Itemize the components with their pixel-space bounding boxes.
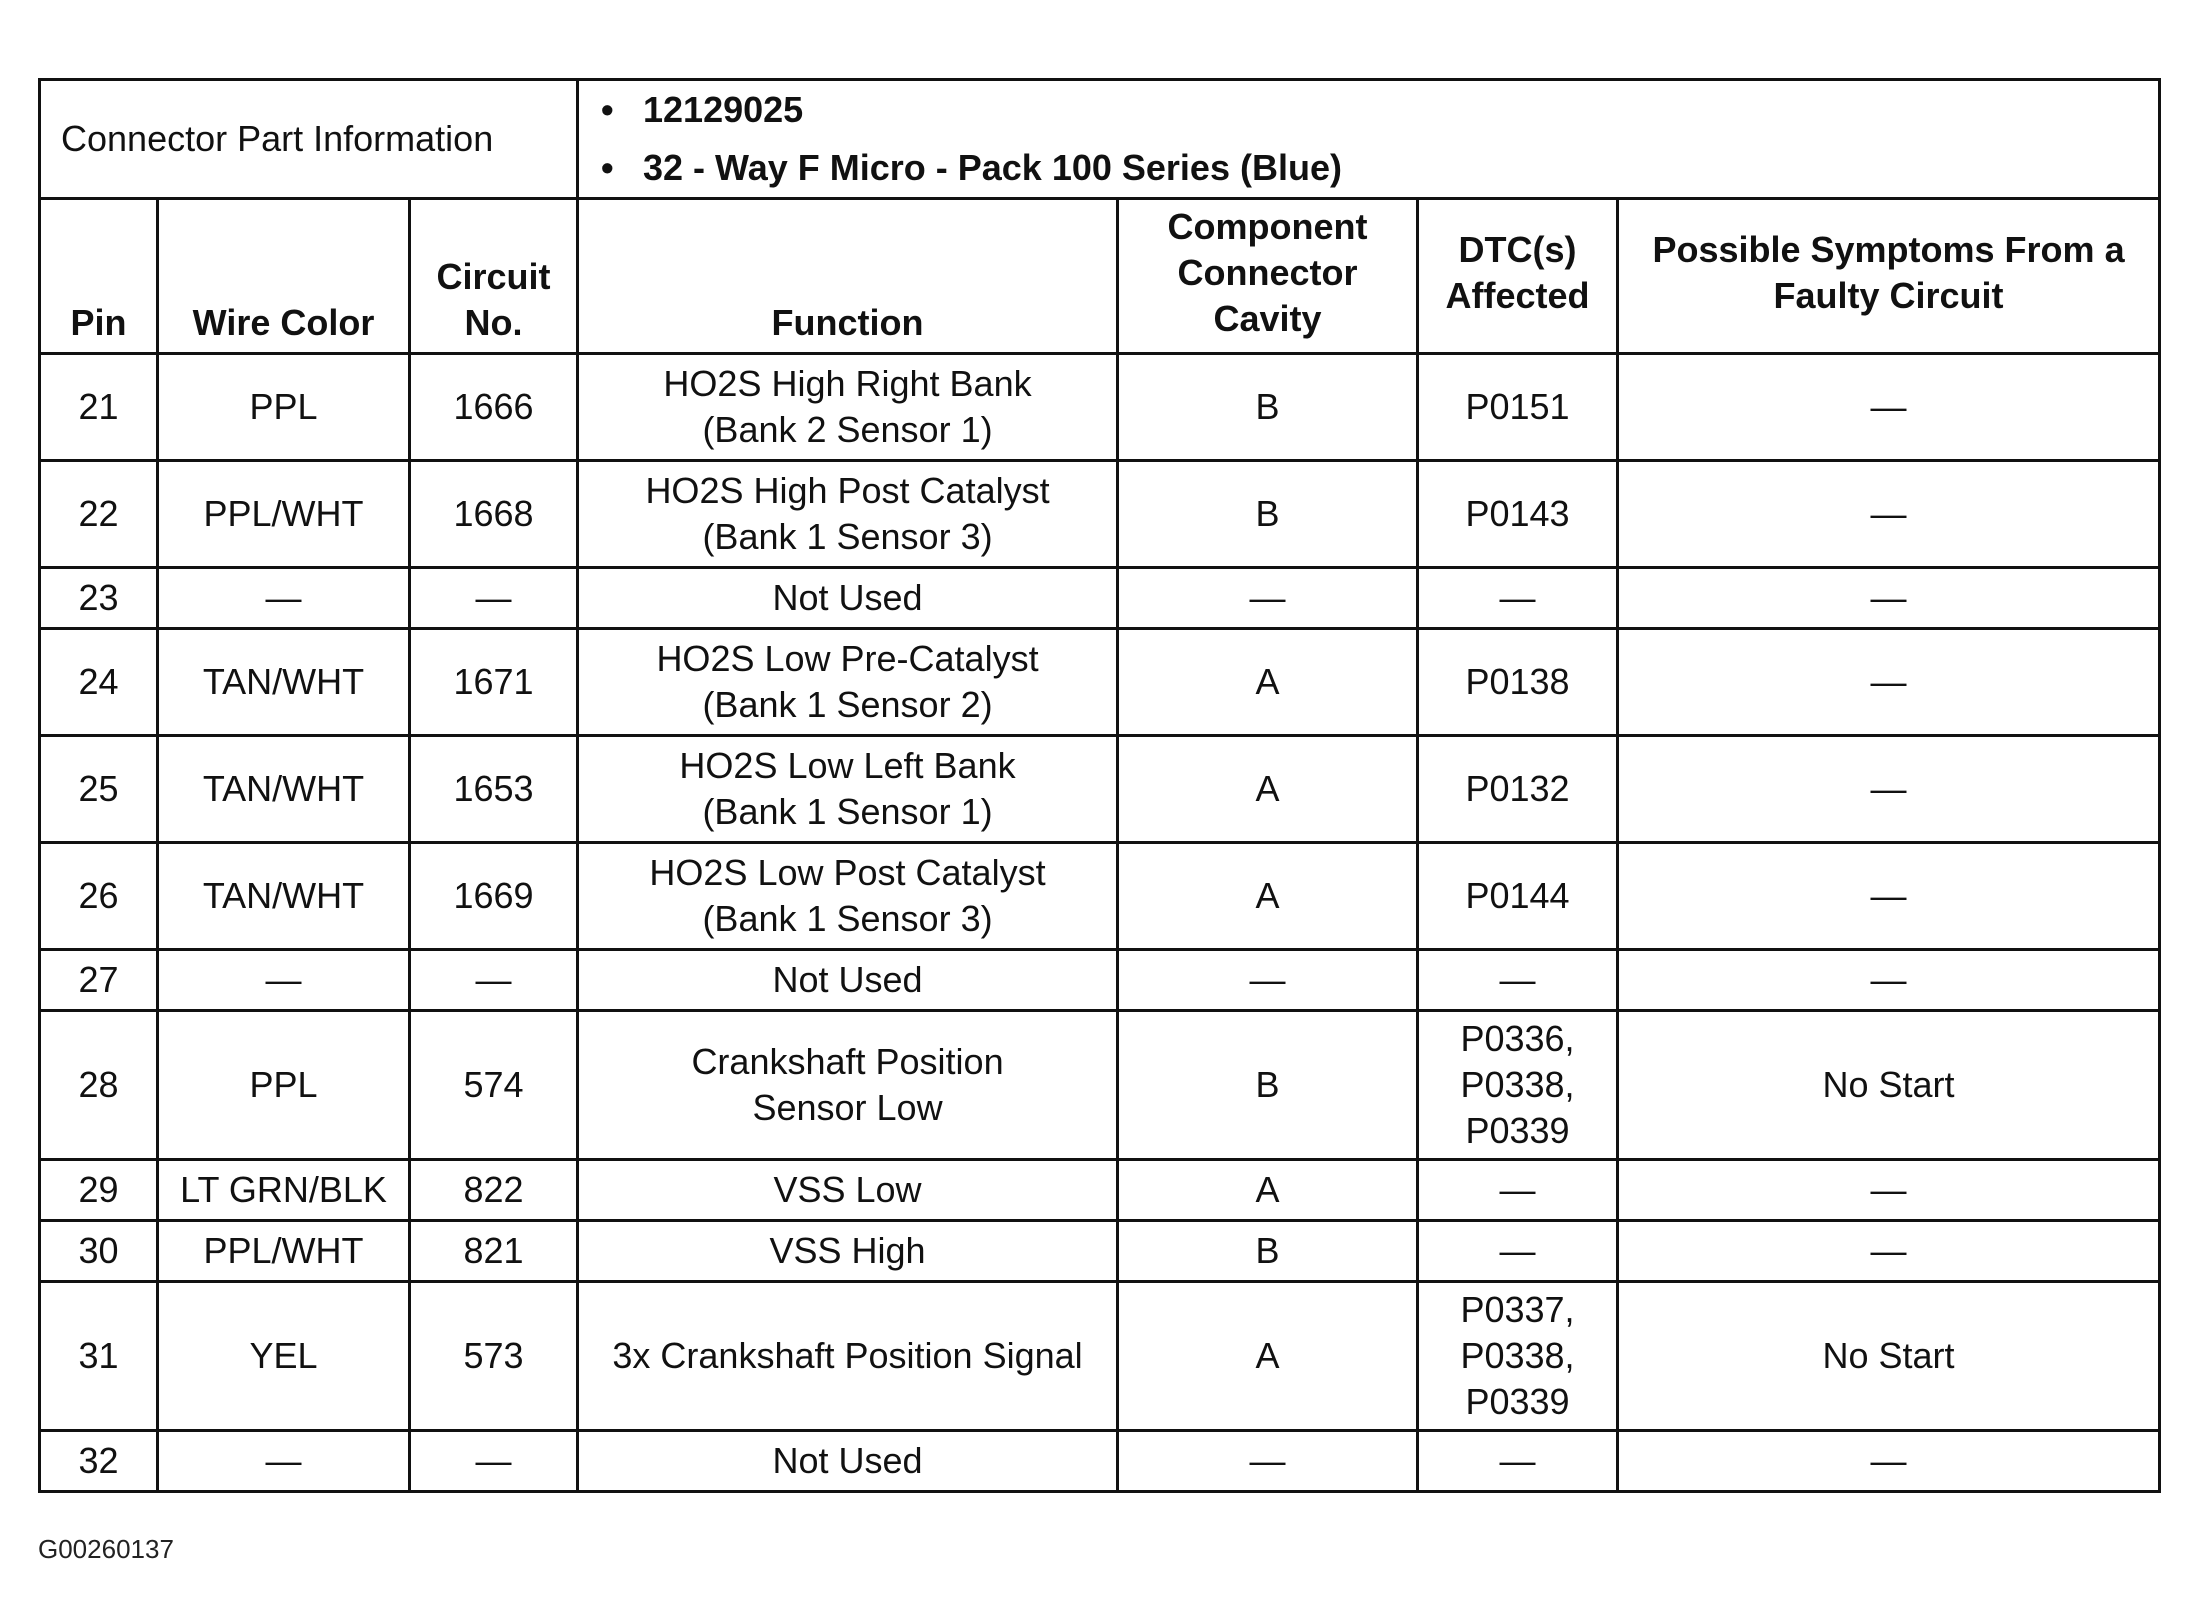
dtc-cell xyxy=(1418,1221,1618,1282)
cavity-cell: — xyxy=(1118,1431,1418,1492)
col-circuit-line2: No. xyxy=(464,302,523,343)
cavity-cell: A xyxy=(1118,629,1418,736)
dtc-cell-line: P0132 xyxy=(1465,768,1570,809)
dtc-cell-line: — xyxy=(1499,1230,1536,1271)
table-row xyxy=(40,568,2160,629)
table-row xyxy=(40,843,2160,950)
symptom-cell: — xyxy=(1618,843,2160,950)
dtc-cell xyxy=(1418,1160,1618,1221)
pin-cell: 32 xyxy=(40,1431,158,1492)
dtc-cell xyxy=(1418,461,1618,568)
pin-cell: 30 xyxy=(40,1221,158,1282)
cavity-cell: B xyxy=(1118,461,1418,568)
cavity-cell: A xyxy=(1118,1282,1418,1431)
wire-color-cell: TAN/WHT xyxy=(158,629,410,736)
table-row xyxy=(40,950,2160,1011)
connector-table-sheet xyxy=(38,78,2158,1493)
dtc-cell-line: — xyxy=(1499,1440,1536,1481)
function-cell xyxy=(578,568,1118,629)
dtc-cell xyxy=(1418,354,1618,461)
col-dtc xyxy=(1418,199,1618,354)
pin-cell: 26 xyxy=(40,843,158,950)
symptom-cell: — xyxy=(1618,629,2160,736)
function-cell xyxy=(578,950,1118,1011)
function-cell-line: HO2S Low Post Catalyst xyxy=(649,852,1046,893)
function-cell xyxy=(578,843,1118,950)
cavity-cell: A xyxy=(1118,736,1418,843)
dtc-cell-line: P0338, xyxy=(1460,1335,1575,1376)
cavity-cell: B xyxy=(1118,1221,1418,1282)
wire-color-cell: — xyxy=(158,950,410,1011)
function-cell-line: (Bank 2 Sensor 1) xyxy=(702,409,993,450)
symptom-cell: — xyxy=(1618,736,2160,843)
table-row xyxy=(40,736,2160,843)
table-row xyxy=(40,629,2160,736)
symptom-cell: — xyxy=(1618,461,2160,568)
function-cell-line: Not Used xyxy=(772,577,923,618)
wire-color-cell: TAN/WHT xyxy=(158,736,410,843)
function-cell-line: (Bank 1 Sensor 1) xyxy=(702,791,993,832)
dtc-cell-line: P0336, xyxy=(1460,1018,1575,1059)
symptom-cell: — xyxy=(1618,950,2160,1011)
dtc-cell xyxy=(1418,629,1618,736)
function-cell-line: Not Used xyxy=(772,1440,923,1481)
col-cavity-line3: Cavity xyxy=(1213,298,1322,339)
function-cell-line: (Bank 1 Sensor 3) xyxy=(702,516,993,557)
function-cell-line: Not Used xyxy=(772,959,923,1000)
symptom-cell: — xyxy=(1618,1160,2160,1221)
cavity-cell: A xyxy=(1118,1160,1418,1221)
col-symptoms xyxy=(1618,199,2160,354)
function-cell xyxy=(578,1011,1118,1160)
symptom-cell: — xyxy=(1618,1431,2160,1492)
col-pin: Pin xyxy=(40,199,158,354)
cavity-cell: B xyxy=(1118,1011,1418,1160)
col-symptoms-line2: Faulty Circuit xyxy=(1773,275,2004,316)
connector-type: • 32 - Way F Micro - Pack 100 Series (Blue) xyxy=(643,139,2152,197)
symptom-cell: — xyxy=(1618,1221,2160,1282)
symptom-cell: No Start xyxy=(1618,1011,2160,1160)
connector-pinout-table xyxy=(38,78,2161,1493)
wire-color-cell: PPL xyxy=(158,1011,410,1160)
cavity-cell: A xyxy=(1118,843,1418,950)
function-cell-line: HO2S Low Pre-Catalyst xyxy=(656,638,1039,679)
pin-cell: 25 xyxy=(40,736,158,843)
wire-color-cell: LT GRN/BLK xyxy=(158,1160,410,1221)
cavity-cell: — xyxy=(1118,568,1418,629)
symptom-cell: — xyxy=(1618,568,2160,629)
function-cell xyxy=(578,354,1118,461)
connector-info-row xyxy=(40,80,2160,199)
function-cell xyxy=(578,1160,1118,1221)
col-cavity-line2: Connector xyxy=(1177,252,1358,293)
cavity-cell: B xyxy=(1118,354,1418,461)
function-cell xyxy=(578,736,1118,843)
function-cell-line: (Bank 1 Sensor 2) xyxy=(702,684,993,725)
pin-cell: 23 xyxy=(40,568,158,629)
circuit-cell: 1653 xyxy=(410,736,578,843)
circuit-cell: 1671 xyxy=(410,629,578,736)
dtc-cell xyxy=(1418,1282,1618,1431)
pin-cell: 24 xyxy=(40,629,158,736)
col-dtc-line1: DTC(s) xyxy=(1458,229,1577,270)
dtc-cell xyxy=(1418,843,1618,950)
circuit-cell: 821 xyxy=(410,1221,578,1282)
dtc-cell xyxy=(1418,736,1618,843)
function-cell-line: Sensor Low xyxy=(752,1087,943,1128)
circuit-cell: 573 xyxy=(410,1282,578,1431)
circuit-cell: 1666 xyxy=(410,354,578,461)
pin-cell: 21 xyxy=(40,354,158,461)
dtc-cell-line: P0138 xyxy=(1465,661,1570,702)
function-cell-line: VSS High xyxy=(769,1230,926,1271)
function-cell xyxy=(578,1431,1118,1492)
col-dtc-line2: Affected xyxy=(1445,275,1590,316)
function-cell-line: VSS Low xyxy=(773,1169,922,1210)
table-row xyxy=(40,354,2160,461)
col-cavity-line1: Component xyxy=(1167,206,1368,247)
dtc-cell-line: P0339 xyxy=(1465,1381,1570,1422)
function-cell xyxy=(578,461,1118,568)
table-row xyxy=(40,1282,2160,1431)
function-cell xyxy=(578,1282,1118,1431)
connector-part-info-values xyxy=(578,80,2160,199)
function-cell-line: 3x Crankshaft Position Signal xyxy=(612,1335,1083,1376)
dtc-cell-line: — xyxy=(1499,1169,1536,1210)
dtc-cell-line: P0337, xyxy=(1460,1289,1575,1330)
symptom-cell: — xyxy=(1618,354,2160,461)
connector-part-info-label: Connector Part Information xyxy=(40,80,578,199)
circuit-cell: — xyxy=(410,568,578,629)
function-cell xyxy=(578,629,1118,736)
dtc-cell-line: P0144 xyxy=(1465,875,1570,916)
wire-color-cell: TAN/WHT xyxy=(158,843,410,950)
pin-cell: 29 xyxy=(40,1160,158,1221)
function-cell xyxy=(578,1221,1118,1282)
dtc-cell xyxy=(1418,950,1618,1011)
wire-color-cell: YEL xyxy=(158,1282,410,1431)
table-row xyxy=(40,1160,2160,1221)
pin-cell: 28 xyxy=(40,1011,158,1160)
table-row xyxy=(40,1221,2160,1282)
wire-color-cell: — xyxy=(158,1431,410,1492)
dtc-cell-line: — xyxy=(1499,959,1536,1000)
circuit-cell: 822 xyxy=(410,1160,578,1221)
circuit-cell: 1669 xyxy=(410,843,578,950)
dtc-cell-line: P0338, xyxy=(1460,1064,1575,1105)
function-cell-line: HO2S High Right Bank xyxy=(663,363,1032,404)
circuit-cell: 1668 xyxy=(410,461,578,568)
wire-color-cell: PPL/WHT xyxy=(158,1221,410,1282)
dtc-cell-line: — xyxy=(1499,577,1536,618)
pin-cell: 31 xyxy=(40,1282,158,1431)
dtc-cell-line: P0339 xyxy=(1465,1110,1570,1151)
function-cell-line: Crankshaft Position xyxy=(691,1041,1004,1082)
col-function: Function xyxy=(578,199,1118,354)
function-cell-line: (Bank 1 Sensor 3) xyxy=(702,898,993,939)
cavity-cell: — xyxy=(1118,950,1418,1011)
dtc-cell xyxy=(1418,1431,1618,1492)
dtc-cell xyxy=(1418,1011,1618,1160)
col-circuit xyxy=(410,199,578,354)
col-symptoms-line1: Possible Symptoms From a xyxy=(1652,229,2125,270)
col-wire-color: Wire Color xyxy=(158,199,410,354)
wire-color-cell: PPL/WHT xyxy=(158,461,410,568)
table-row xyxy=(40,1011,2160,1160)
figure-id: G00260137 xyxy=(38,1534,174,1564)
pin-cell: 22 xyxy=(40,461,158,568)
dtc-cell xyxy=(1418,568,1618,629)
circuit-cell: 574 xyxy=(410,1011,578,1160)
wire-color-cell: PPL xyxy=(158,354,410,461)
table-row xyxy=(40,1431,2160,1492)
symptom-cell: No Start xyxy=(1618,1282,2160,1431)
dtc-cell-line: P0143 xyxy=(1465,493,1570,534)
pin-cell: 27 xyxy=(40,950,158,1011)
function-cell-line: HO2S Low Left Bank xyxy=(679,745,1016,786)
circuit-cell: — xyxy=(410,1431,578,1492)
table-row xyxy=(40,461,2160,568)
dtc-cell-line: P0151 xyxy=(1465,386,1570,427)
column-header-row xyxy=(40,199,2160,354)
col-cavity xyxy=(1118,199,1418,354)
circuit-cell: — xyxy=(410,950,578,1011)
function-cell-line: HO2S High Post Catalyst xyxy=(645,470,1050,511)
wire-color-cell: — xyxy=(158,568,410,629)
part-number: • 12129025 xyxy=(643,81,2152,139)
col-circuit-line1: Circuit xyxy=(436,256,551,297)
